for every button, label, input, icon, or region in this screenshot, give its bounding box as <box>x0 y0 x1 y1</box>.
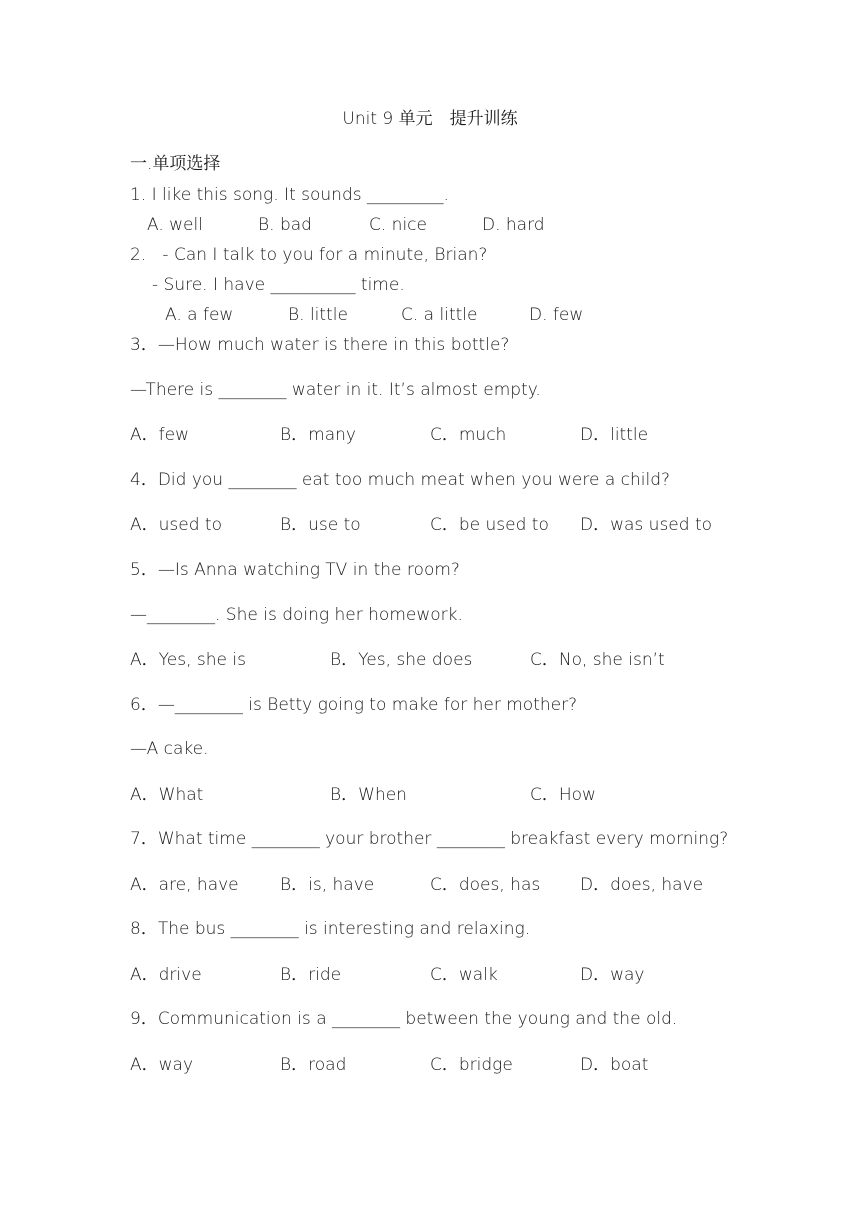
question-7-option-b: B．is, have <box>280 875 375 895</box>
question-2-option-c: C. a little <box>401 305 478 325</box>
question-6-option-b: B．When <box>330 785 407 805</box>
question-4-option-b: B．use to <box>280 515 361 535</box>
question-9-option-b: B．road <box>280 1055 347 1075</box>
question-2-option-b: B. little <box>288 305 348 325</box>
question-3-option-d: D．little <box>580 425 649 445</box>
question-9-option-d: D．boat <box>580 1055 649 1075</box>
question-5-stem: 5．—Is Anna watching TV in the room? <box>130 560 460 580</box>
question-7-option-a: A．are, have <box>130 875 239 895</box>
question-2-reply: - Sure. I have __________ time. <box>152 275 405 295</box>
question-4-stem: 4．Did you ________ eat too much meat when you were a child? <box>130 470 671 490</box>
question-4-option-a: A．used to <box>130 515 222 535</box>
page-title: Unit 9 单元 提升训练 <box>342 109 518 129</box>
question-5-option-b: B．Yes, she does <box>330 650 473 670</box>
question-2-stem: 2. - Can I talk to you for a minute, Brian? <box>130 245 488 265</box>
question-6-stem: 6．—________ is Betty going to make for her mother? <box>130 695 578 715</box>
question-1-option-a: A. well <box>147 215 203 235</box>
question-6-reply: —A cake. <box>130 739 209 759</box>
question-8-option-c: C．walk <box>430 965 498 985</box>
question-4-option-c: C．be used to <box>430 515 549 535</box>
question-6-option-c: C．How <box>530 785 596 805</box>
question-4-option-d: D．was used to <box>580 515 713 535</box>
question-7-option-c: C．does, has <box>430 875 541 895</box>
question-3-option-b: B．many <box>280 425 356 445</box>
question-7-stem: 7．What time ________ your brother ________ breakfast every morning? <box>130 829 729 849</box>
question-5-option-a: A．Yes, she is <box>130 650 246 670</box>
question-6-option-a: A．What <box>130 785 204 805</box>
question-9-option-a: A．way <box>130 1055 194 1075</box>
question-5-option-c: C．No, she isn’t <box>530 650 665 670</box>
question-9-stem: 9．Communication is a ________ between the young and the old. <box>130 1009 678 1029</box>
question-9-option-c: C．bridge <box>430 1055 513 1075</box>
question-1-stem: 1. I like this song. It sounds _________. <box>130 185 449 205</box>
question-3-stem: 3．—How much water is there in this bottle? <box>130 335 510 355</box>
question-3-reply: —There is ________ water in it. It’s almost empty. <box>130 380 541 400</box>
question-5-reply: —________. She is doing her homework. <box>130 605 463 625</box>
question-1-option-b: B. bad <box>258 215 312 235</box>
section-heading: 一.单项选择 <box>130 154 221 174</box>
question-8-option-b: B．ride <box>280 965 342 985</box>
question-2-option-a: A. a few <box>165 305 234 325</box>
question-1-option-d: D. hard <box>482 215 545 235</box>
question-8-stem: 8．The bus ________ is interesting and relaxing. <box>130 919 531 939</box>
question-8-option-d: D．way <box>580 965 645 985</box>
question-1-option-c: C. nice <box>369 215 427 235</box>
question-2-option-d: D. few <box>529 305 584 325</box>
question-3-option-a: A．few <box>130 425 189 445</box>
question-3-option-c: C．much <box>430 425 507 445</box>
question-8-option-a: A．drive <box>130 965 202 985</box>
question-7-option-d: D．does, have <box>580 875 704 895</box>
